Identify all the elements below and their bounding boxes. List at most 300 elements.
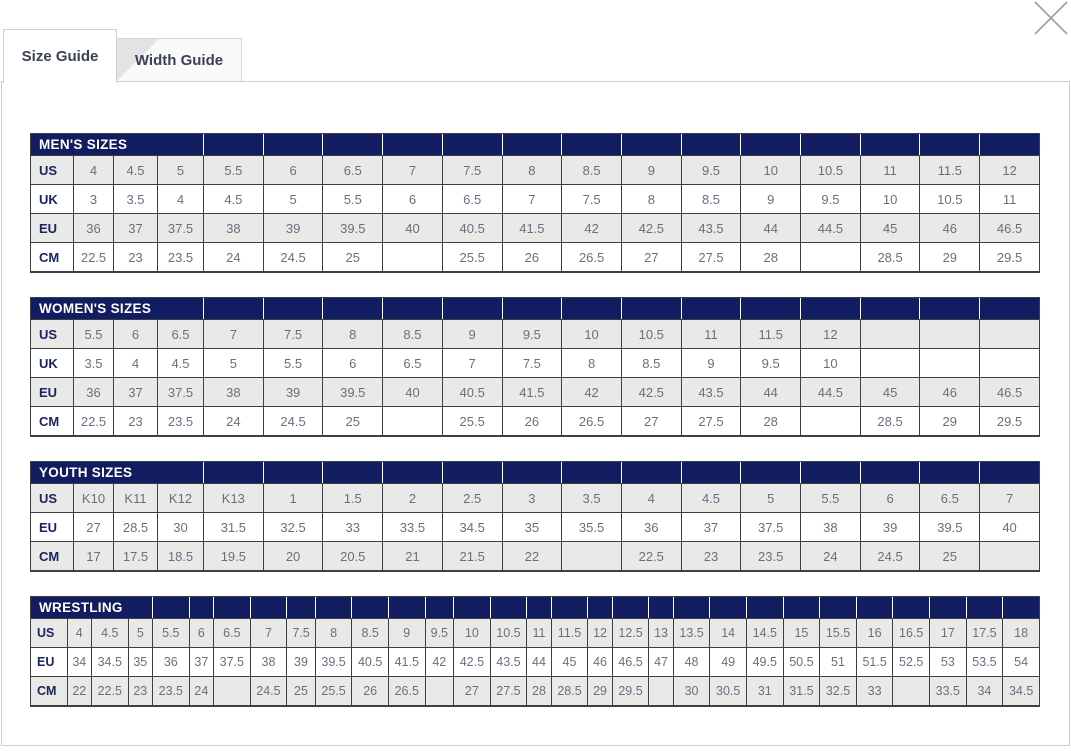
header-cell [856,597,893,618]
size-cell: 5.5 [73,319,113,348]
table-row [31,512,1039,541]
size-cell: 25.5 [442,242,502,271]
size-cell: 3 [502,483,562,512]
header-cell [382,298,442,319]
size-cell: 7 [382,155,442,184]
header-cell [746,597,783,618]
size-cell: 53.5 [966,647,1003,676]
table-row [31,242,1039,271]
row-label: EU [31,213,73,242]
size-cell: 10 [860,184,920,213]
size-cell [979,541,1039,570]
header-cell [740,298,800,319]
size-cell: 9.5 [502,319,562,348]
header-cell [819,597,856,618]
size-cell: 26 [502,406,562,435]
header-cell [681,134,741,155]
size-cell: 26 [351,676,388,705]
row-label: US [31,483,73,512]
size-cell: 4.5 [113,155,157,184]
size-cell: 4 [157,184,203,213]
size-cell: 9.5 [800,184,860,213]
size-cell: 17 [929,618,966,647]
header-cell [453,597,490,618]
size-cell: 6 [322,348,382,377]
size-cell: 27 [73,512,113,541]
size-cell: 3 [73,184,113,213]
size-cell [979,319,1039,348]
size-cell: 35.5 [561,512,621,541]
size-cell: 16 [856,618,893,647]
size-cell: 30.5 [709,676,746,705]
size-cell: 37.5 [213,647,250,676]
size-cell: 9.5 [681,155,741,184]
size-cell: 9.5 [740,348,800,377]
row-label: UK [31,348,73,377]
size-cell: 46.5 [979,377,1039,406]
size-cell: 44 [526,647,550,676]
size-cell: 39 [860,512,920,541]
size-cell: 22.5 [73,242,113,271]
size-cell: 18 [1002,618,1039,647]
row-label: EU [31,647,67,676]
size-cell: 23 [113,406,157,435]
size-cell: 7.5 [502,348,562,377]
size-cell: 6 [263,155,323,184]
size-cell: 11.5 [740,319,800,348]
size-cell: 52.5 [892,647,929,676]
size-cell: 10 [561,319,621,348]
size-cell: 28.5 [551,676,588,705]
size-cell: 4 [73,155,113,184]
size-cell: 28 [740,406,800,435]
header-cell [382,134,442,155]
header-cell [929,597,966,618]
header-cell [263,298,323,319]
size-cell: 42.5 [621,213,681,242]
row-label: CM [31,541,73,570]
size-cell: 24 [800,541,860,570]
size-cell: 22 [502,541,562,570]
table-row [31,618,1039,647]
header-cell [783,597,820,618]
close-button[interactable] [1029,0,1069,40]
table-row [31,348,1039,377]
size-cell: 7 [442,348,502,377]
size-cell: 25 [286,676,314,705]
size-cell: 1 [263,483,323,512]
size-cell: 30 [157,512,203,541]
size-cell: 5 [740,483,800,512]
row-label: EU [31,377,73,406]
size-cell: 34.5 [91,647,128,676]
size-cell: 14 [709,618,746,647]
size-cell: 46 [919,377,979,406]
header-cell [351,597,388,618]
size-cell: 24.5 [250,676,287,705]
size-cell: K11 [113,483,157,512]
size-cell: K12 [157,483,203,512]
tab-size-guide[interactable] [3,29,117,83]
row-label: US [31,155,73,184]
size-cell: 38 [203,213,263,242]
size-cell: 4 [67,618,91,647]
size-cell: 22 [67,676,91,705]
size-cell [919,319,979,348]
header-cell [648,597,672,618]
size-cell: 6 [189,618,213,647]
size-cell: 45 [551,647,588,676]
size-cell: 37 [681,512,741,541]
header-cell [322,462,382,483]
header-cell [709,597,746,618]
size-cell: 8.5 [621,348,681,377]
header-cell [203,298,263,319]
header-cell [612,597,649,618]
header-cell [561,298,621,319]
size-cell: 25 [322,406,382,435]
size-cell: 5.5 [152,618,189,647]
size-cell: 4 [113,348,157,377]
size-cell: 12 [800,319,860,348]
size-cell: 9.5 [425,618,453,647]
size-cell: 31 [746,676,783,705]
table-title: YOUTH SIZES [31,462,203,483]
header-cell [189,597,213,618]
size-cell: 29.5 [979,242,1039,271]
size-cell: 13 [648,618,672,647]
size-cell: 46 [587,647,611,676]
header-cell [621,298,681,319]
header-cell [551,597,588,618]
size-cell: 20 [263,541,323,570]
header-cell [892,597,929,618]
size-cell: 6.5 [442,184,502,213]
size-cell: 2.5 [442,483,502,512]
size-cell: 31.5 [783,676,820,705]
size-cell: 17 [73,541,113,570]
size-cell: 5 [157,155,203,184]
size-cell: 8.5 [681,184,741,213]
size-cell: 25.5 [315,676,352,705]
size-cell: 39 [263,213,323,242]
size-cell: 24.5 [860,541,920,570]
size-cell: 5.5 [263,348,323,377]
size-cell [919,348,979,377]
size-cell: 7.5 [263,319,323,348]
size-cell: 36 [73,377,113,406]
tab-width-guide[interactable] [117,38,242,81]
size-cell: 30 [673,676,710,705]
header-cell [979,298,1039,319]
size-cell: 29 [919,406,979,435]
size-cell: 4.5 [203,184,263,213]
header-cell [966,597,1003,618]
size-cell [561,541,621,570]
size-cell: 12.5 [612,618,649,647]
header-cell [442,462,502,483]
size-cell: 37.5 [157,377,203,406]
size-cell: 6.5 [322,155,382,184]
size-cell: 28.5 [860,242,920,271]
size-cell: 9 [621,155,681,184]
header-cell [382,462,442,483]
size-cell: 27.5 [490,676,527,705]
size-cell: 4.5 [681,483,741,512]
size-cell: 23.5 [740,541,800,570]
size-cell: 17.5 [966,618,1003,647]
header-cell [561,134,621,155]
size-cell: 3.5 [113,184,157,213]
size-cell: 42 [561,213,621,242]
size-cell: 47 [648,647,672,676]
size-cell: 8.5 [561,155,621,184]
size-cell: 7.5 [286,618,314,647]
size-cell: 46 [919,213,979,242]
size-cell: 23.5 [152,676,189,705]
size-cell: 40 [979,512,1039,541]
header-cell [681,462,741,483]
header-cell [979,134,1039,155]
size-cell: 19.5 [203,541,263,570]
header-cell [203,462,263,483]
header-cell [919,462,979,483]
size-cell: 23.5 [157,242,203,271]
size-cell: 49 [709,647,746,676]
size-cell: 41.5 [502,213,562,242]
size-cell: 6 [382,184,442,213]
header-cell [203,134,263,155]
size-cell: 3.5 [73,348,113,377]
size-cell: 28 [526,676,550,705]
size-cell: 7 [250,618,287,647]
size-cell: 5 [128,618,152,647]
size-table [30,297,1040,437]
size-cell: 36 [152,647,189,676]
size-cell: 36 [73,213,113,242]
size-cell: 27 [621,406,681,435]
header-cell [860,462,920,483]
header-cell [526,597,550,618]
size-cell: 23.5 [157,406,203,435]
size-cell: 11.5 [919,155,979,184]
size-cell: 8.5 [382,319,442,348]
close-icon [1031,0,1069,38]
header-cell [681,298,741,319]
size-cell [648,676,672,705]
size-cell: 24 [203,406,263,435]
header-cell [442,298,502,319]
size-cell [213,676,250,705]
size-cell: 10.5 [621,319,681,348]
size-cell: 46.5 [612,647,649,676]
header-cell [740,134,800,155]
size-cell: 35 [128,647,152,676]
size-cell: 5 [203,348,263,377]
size-cell: 27 [453,676,490,705]
header-cell [322,298,382,319]
size-cell: 33.5 [929,676,966,705]
header-cell [315,597,352,618]
size-cell: 38 [250,647,287,676]
size-cell: 37 [189,647,213,676]
size-cell: 13.5 [673,618,710,647]
size-cell: 11.5 [551,618,588,647]
header-cell [490,597,527,618]
size-cell: 24.5 [263,406,323,435]
size-tables [30,133,1041,707]
size-cell: 23 [681,541,741,570]
size-cell: 11 [979,184,1039,213]
size-cell: 40.5 [351,647,388,676]
table-row [31,676,1039,705]
size-cell: 7.5 [442,155,502,184]
size-cell: 29.5 [979,406,1039,435]
size-cell: 53 [929,647,966,676]
size-cell: 39.5 [322,377,382,406]
size-cell: 40.5 [442,213,502,242]
size-cell: 32.5 [263,512,323,541]
size-cell: 29.5 [612,676,649,705]
header-cell [425,597,453,618]
size-cell: 9 [740,184,800,213]
size-cell: 27.5 [681,406,741,435]
size-cell [800,406,860,435]
size-cell: 15.5 [819,618,856,647]
size-cell [860,348,920,377]
header-cell [502,298,562,319]
size-cell: 45 [860,213,920,242]
size-cell: 7.5 [561,184,621,213]
size-cell: 22.5 [621,541,681,570]
size-cell: 42.5 [621,377,681,406]
size-cell: 39.5 [919,512,979,541]
size-cell: 14.5 [746,618,783,647]
size-cell: 37.5 [740,512,800,541]
size-cell: 21 [382,541,442,570]
size-cell: 26.5 [388,676,425,705]
size-cell: 11 [526,618,550,647]
header-cell [502,462,562,483]
size-cell: 35 [502,512,562,541]
size-cell: 7 [502,184,562,213]
size-cell: 39.5 [315,647,352,676]
table-title: MEN'S SIZES [31,134,203,155]
header-cell [263,462,323,483]
size-cell: 33 [856,676,893,705]
size-cell: 26 [502,242,562,271]
size-cell: 42.5 [453,647,490,676]
size-cell: 8 [315,618,352,647]
size-cell: 22.5 [73,406,113,435]
size-cell: 4.5 [157,348,203,377]
header-cell [286,597,314,618]
size-cell: 23 [128,676,152,705]
size-cell: 5.5 [800,483,860,512]
size-cell: 31.5 [203,512,263,541]
size-cell: 8 [322,319,382,348]
size-cell: 1.5 [322,483,382,512]
size-cell: 8 [621,184,681,213]
size-cell: 10 [740,155,800,184]
size-cell: 40 [382,377,442,406]
header-cell [152,597,189,618]
size-cell: 46.5 [979,213,1039,242]
table-title: WRESTLING [31,597,152,618]
size-cell: 33.5 [382,512,442,541]
size-cell: 39.5 [322,213,382,242]
header-cell [322,134,382,155]
size-cell: 17.5 [113,541,157,570]
size-cell: 25.5 [442,406,502,435]
header-cell [250,597,287,618]
size-cell: 40 [382,213,442,242]
size-cell: 32.5 [819,676,856,705]
size-cell: 9 [681,348,741,377]
size-cell: 8 [561,348,621,377]
size-cell: 34.5 [442,512,502,541]
size-cell: 12 [587,618,611,647]
size-cell: 28 [740,242,800,271]
size-cell: 43.5 [490,647,527,676]
header-cell [388,597,425,618]
size-cell: 38 [203,377,263,406]
size-cell: 43.5 [681,377,741,406]
table-row [31,541,1039,570]
size-cell: 42 [425,647,453,676]
table-row [31,319,1039,348]
table-row [31,406,1039,435]
size-cell: 6 [860,483,920,512]
size-cell [860,319,920,348]
size-cell: 8 [502,155,562,184]
size-cell: 10.5 [919,184,979,213]
header-cell [442,134,502,155]
header-cell [740,462,800,483]
size-cell: 29 [919,242,979,271]
size-cell: 16.5 [892,618,929,647]
row-label: EU [31,512,73,541]
row-label: CM [31,406,73,435]
table-row [31,184,1039,213]
size-cell: 18.5 [157,541,203,570]
table-row [31,213,1039,242]
table-row [31,483,1039,512]
header-cell [979,462,1039,483]
size-cell: 8.5 [351,618,388,647]
size-cell: 12 [979,155,1039,184]
size-cell: 20.5 [322,541,382,570]
size-cell: 27 [621,242,681,271]
size-cell: 4 [621,483,681,512]
size-cell: 7 [979,483,1039,512]
size-cell: 44.5 [800,213,860,242]
size-cell [382,242,442,271]
size-cell: 10 [800,348,860,377]
size-cell [892,676,929,705]
size-cell: 5 [263,184,323,213]
size-cell [800,242,860,271]
header-cell [800,134,860,155]
size-cell: 37.5 [157,213,203,242]
row-label: CM [31,676,67,705]
size-table [30,596,1040,707]
size-cell: 4.5 [91,618,128,647]
size-cell: 39 [286,647,314,676]
size-cell: 5.5 [203,155,263,184]
size-cell: 41.5 [388,647,425,676]
row-label: CM [31,242,73,271]
